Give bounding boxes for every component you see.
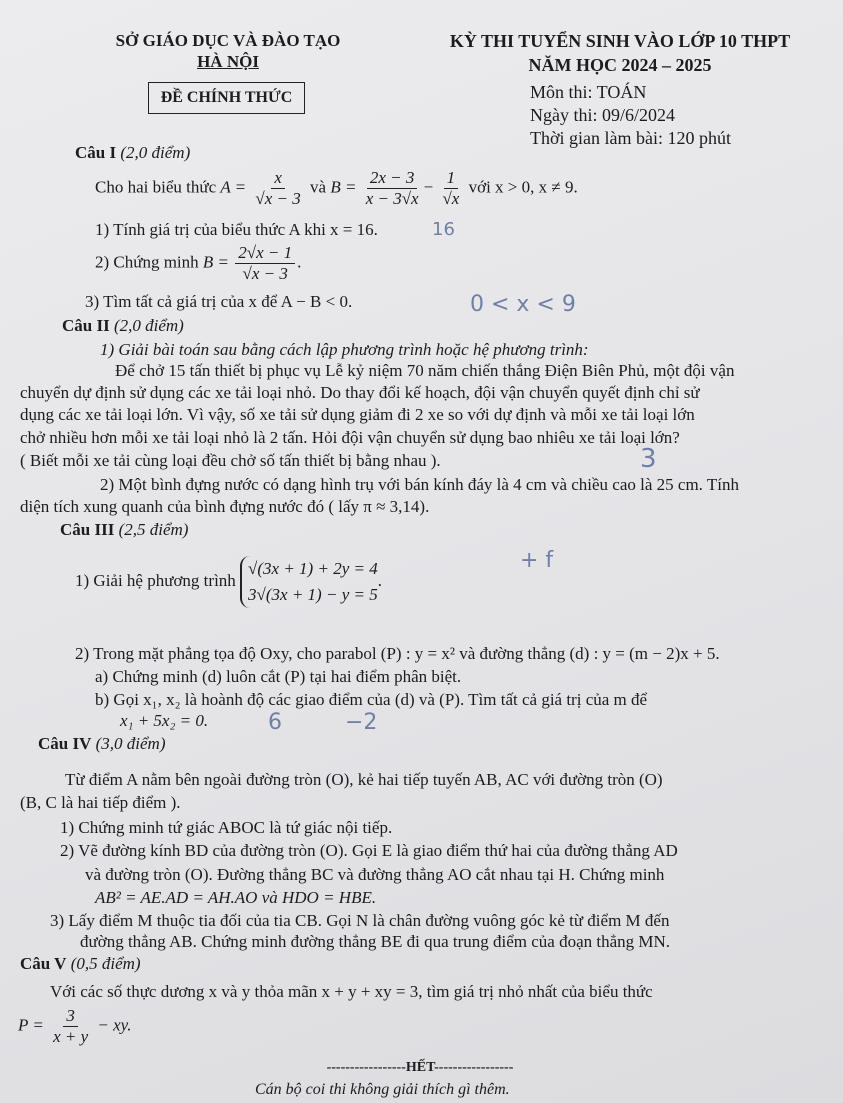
question-3-part-1: 1) Giải hệ phương trình √(3x + 1) + 2y = 4 3√(3x + 1) − y = 5 . [75,556,382,608]
question-1-heading: Câu I (2,0 điểm) [75,143,191,162]
question-1-part-3: 3) Tìm tất cả giá trị của x để A − B < 0. [85,292,353,311]
handwritten-note: 6 [268,710,282,735]
question-4-intro: (B, C là hai tiếp điểm ). [20,793,181,812]
question-4-part-2-formula: AB² = AE.AD = AH.AO và HDO = HBE. [95,888,377,907]
question-2-text-line: dụng các xe tải loại lớn. Vì vậy, số xe tải sử dụng giảm đi 2 xe so với dự định và mỗi xe tải loại lớn [20,405,695,424]
question-5-expression: P = $\frac{3}{x + y}$ − xy. [18,1006,132,1046]
question-1-part-2: 2) Chứng minh B = $\frac{2√x - 1}{√x - 3}$ . [95,243,302,283]
question-2-text-line: chở nhiều hơn mỗi xe tải loại nhỏ là 2 tấn. Hỏi đội vận chuyển sử dụng bao nhiêu xe tải loại lớn? [20,428,680,447]
handwritten-note: 0 < x < 9 [470,292,576,317]
question-4-part-3: đường thẳng AB. Chứng minh đường thẳng BE đi qua trung điểm của đoạn thẳng MN. [80,932,671,951]
question-3-part-2b-condition: x₁ + 5x₂ = 0. [120,711,209,730]
end-marker: -----------------HẾT----------------- [326,1060,514,1075]
question-2-text-line: Để chở 15 tấn thiết bị phục vụ Lễ kỷ niệm 70 năm chiến thắng Điện Biên Phủ, một đội vận [115,361,735,380]
exam-date: Ngày thi: 09/6/2024 [530,105,675,125]
question-2-text-line: ( Biết mỗi xe tải cùng loại đều chở số tấn thiết bị bằng nhau ). [20,451,441,470]
question-4-part-3: 3) Lấy điểm M thuộc tia đối của tia CB. Gọi N là chân đường vuông góc kẻ từ điểm M đến [50,911,670,930]
question-2-text-line: chuyển dự định sử dụng các xe tải loại nhỏ. Do thay đổi kế hoạch, đội vận chuyển quyết định chỉ sử [20,383,700,402]
question-2-part-2-line: 2) Một bình đựng nước có dạng hình trụ với bán kính đáy là 4 cm và chiều cao là 25 cm. Tính [100,475,739,494]
question-3-part-2b: b) Gọi x₁, x₂ là hoành độ các giao điểm của (d) và (P). Tìm tất cả giá trị của m để [95,690,648,709]
question-3-heading: Câu III (2,5 điểm) [60,520,189,539]
question-5-heading: Câu V (0,5 điểm) [20,954,141,973]
question-2-heading: Câu II (2,0 điểm) [62,316,184,335]
subject: Môn thi: TOÁN [530,82,647,102]
question-1-intro: Cho hai biểu thức A = $\frac{x}{√x - 3}$ và B = $\frac{2x - 3}{x - 3√x}$ − $\frac{1}{√x}$ với x > 0, x ≠ 9. [95,168,578,208]
question-3-part-2a: a) Chứng minh (d) luôn cắt (P) tại hai điểm phân biệt. [95,667,462,686]
exam-title: KỲ THI TUYỂN SINH VÀO LỚP 10 THPT [449,31,791,51]
official-exam-box [148,82,305,114]
question-2-part-2-line: diện tích xung quanh của bình đựng nước đó ( lấy π ≈ 3,14). [20,497,430,516]
question-1-part-1: 1) Tính giá trị của biểu thức A khi x = 16. [95,220,378,239]
question-5-text: Với các số thực dương x và y thỏa mãn x + y + xy = 3, tìm giá trị nhỏ nhất của biểu thức [50,982,653,1001]
handwritten-note: 16 [432,219,455,240]
handwritten-note: 3 [640,444,657,474]
department-name: SỞ GIÁO DỤC VÀ ĐÀO TẠO [115,31,341,50]
question-4-part-1: 1) Chứng minh tứ giác ABOC là tứ giác nội tiếp. [60,818,393,837]
proctor-note: Cán bộ coi thi không giải thích gì thêm. [255,1081,510,1098]
question-2-part-1-heading: 1) Giải bài toán sau bằng cách lập phương trình hoặc hệ phương trình: [100,340,589,359]
handwritten-note: −2 [345,710,378,735]
question-4-part-2: và đường tròn (O). Đường thẳng BC và đường thẳng AO cắt nhau tại H. Chứng minh [85,865,665,884]
official-label: ĐỀ CHÍNH THỨC [160,89,293,106]
duration: Thời gian làm bài: 120 phút [530,128,731,148]
handwritten-note: + f [520,548,554,573]
equation-system: √(3x + 1) + 2y = 4 3√(3x + 1) − y = 5 [240,556,378,608]
question-4-part-2: 2) Vẽ đường kính BD của đường tròn (O). Gọi E là giao điểm thứ hai của đường thẳng AD [60,841,678,860]
school-year: NĂM HỌC 2024 – 2025 [528,55,712,75]
city-name: HÀ NỘI [197,52,259,71]
question-3-part-2: 2) Trong mặt phẳng tọa độ Oxy, cho parabol (P) : y = x² và đường thẳng (d) : y = (m − 2)x + 5. [75,644,720,663]
question-4-intro: Từ điểm A nằm bên ngoài đường tròn (O), kẻ hai tiếp tuyến AB, AC với đường tròn (O) [65,770,663,789]
question-4-heading: Câu IV (3,0 điểm) [38,734,166,753]
